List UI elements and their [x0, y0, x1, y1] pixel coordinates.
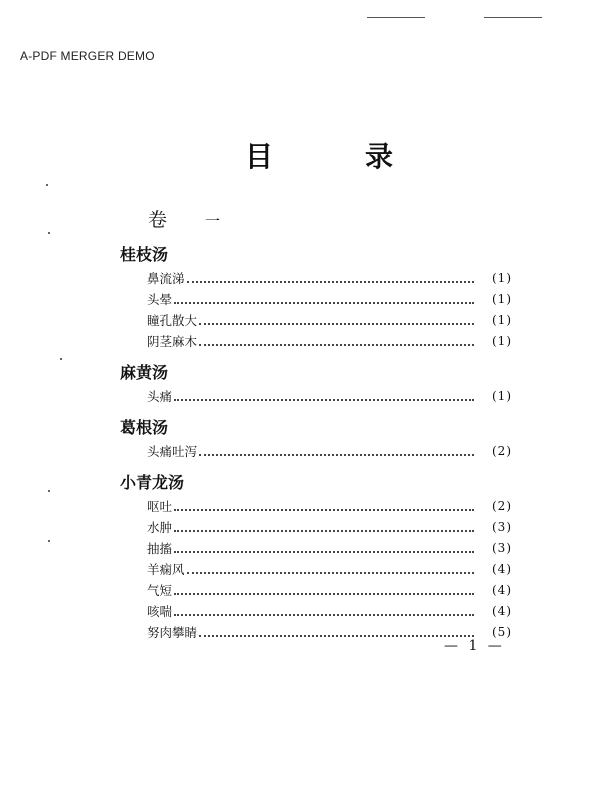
- toc-section: [120, 470, 512, 643]
- toc-entry: [147, 496, 512, 517]
- dot-leader: [187, 572, 474, 574]
- entry-page: (1): [492, 313, 512, 327]
- entry-page: (5): [492, 625, 512, 639]
- page-number: — 1 —: [444, 638, 505, 654]
- entry-title: 抽搐: [147, 541, 173, 556]
- dot-leader: [187, 281, 474, 283]
- entry-page: (1): [492, 292, 512, 306]
- watermark-text: A-PDF MERGER DEMO: [20, 49, 155, 63]
- entry-title: 头痛: [147, 389, 173, 404]
- scan-speck: [48, 540, 50, 542]
- entry-title: 努肉攀睛: [147, 625, 198, 640]
- table-of-contents: [120, 242, 512, 643]
- dot-leader: [174, 593, 474, 595]
- toc-entry: [147, 268, 512, 289]
- entry-title: 气短: [147, 583, 173, 598]
- dot-leader: [174, 509, 474, 511]
- toc-entry: [147, 517, 512, 538]
- section-heading: 葛根汤: [120, 418, 169, 437]
- scan-speck: [48, 232, 50, 234]
- volume-heading: [148, 206, 220, 235]
- entry-page: (1): [492, 389, 512, 403]
- dot-leader: [199, 323, 474, 325]
- section-heading: 麻黄汤: [120, 363, 169, 382]
- entry-page: (1): [492, 271, 512, 285]
- toc-entry: [147, 580, 512, 601]
- section-heading: 小青龙汤: [120, 473, 185, 492]
- volume-number: 一: [205, 212, 221, 230]
- entry-title: 头晕: [147, 292, 173, 307]
- entry-page: (2): [492, 499, 512, 513]
- dot-leader: [174, 302, 474, 304]
- toc-entry: [147, 538, 512, 559]
- header-rule-left: [367, 17, 425, 18]
- toc-entry: [147, 441, 512, 462]
- dot-leader: [174, 551, 474, 553]
- entry-page: (4): [492, 583, 512, 597]
- page-title: [0, 140, 612, 174]
- title-char-1: 目: [245, 140, 274, 173]
- scan-speck: [60, 358, 62, 360]
- toc-entry: [147, 289, 512, 310]
- toc-entry: [147, 601, 512, 622]
- toc-section: [120, 415, 512, 462]
- entry-page: (3): [492, 541, 512, 555]
- scan-speck: [48, 490, 50, 492]
- entry-title: 鼻流涕: [147, 271, 185, 286]
- entry-title: 水肿: [147, 520, 173, 535]
- section-heading: 桂枝汤: [120, 245, 169, 264]
- dot-leader: [174, 614, 474, 616]
- toc-section: [120, 242, 512, 352]
- dot-leader: [174, 399, 474, 401]
- toc-section: [120, 360, 512, 407]
- scan-speck: [46, 184, 48, 186]
- entry-page: (4): [492, 562, 512, 576]
- volume-label: 卷: [148, 209, 172, 231]
- dot-leader: [199, 344, 474, 346]
- title-char-2: 录: [365, 140, 394, 173]
- entry-title: 瞳孔散大: [147, 313, 198, 328]
- toc-entry: [147, 331, 512, 352]
- entry-title: 咳喘: [147, 604, 173, 619]
- entry-page: (4): [492, 604, 512, 618]
- entry-title: 头痛吐泻: [147, 444, 198, 459]
- entry-page: (2): [492, 444, 512, 458]
- toc-entry: [147, 310, 512, 331]
- entry-page: (1): [492, 334, 512, 348]
- entry-title: 阴茎麻木: [147, 334, 198, 349]
- toc-entry: [147, 559, 512, 580]
- entry-title: 呕吐: [147, 499, 173, 514]
- dot-leader: [174, 530, 474, 532]
- toc-entry: [147, 386, 512, 407]
- entry-page: (3): [492, 520, 512, 534]
- header-rule-right: [484, 17, 542, 18]
- dot-leader: [199, 635, 474, 637]
- dot-leader: [199, 454, 474, 456]
- entry-title: 羊痫风: [147, 562, 185, 577]
